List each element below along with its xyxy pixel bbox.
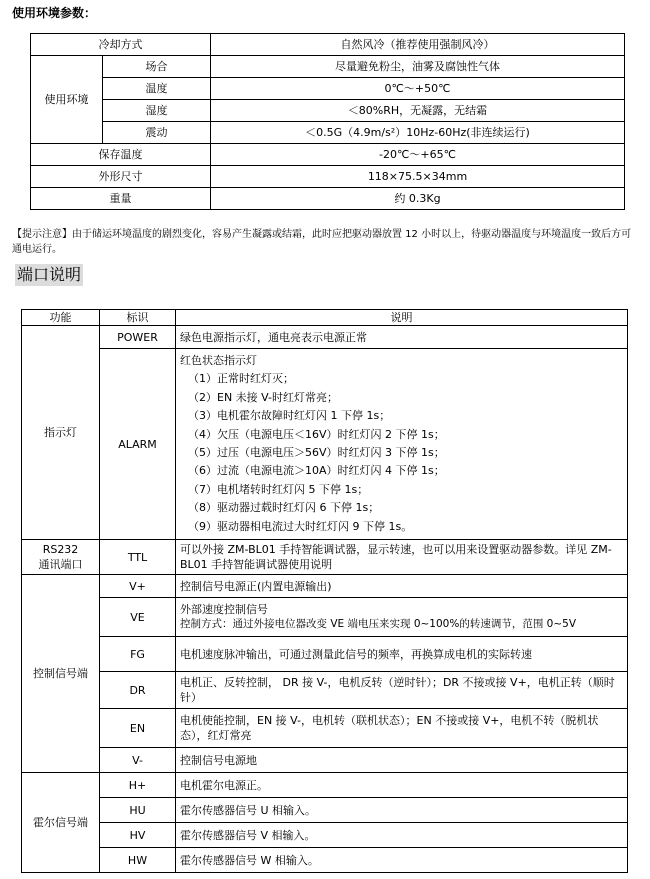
table-row xyxy=(22,672,628,709)
table-row xyxy=(22,326,628,349)
table-row xyxy=(31,144,625,166)
table-row xyxy=(31,122,625,144)
env-group-label: 使用环境 xyxy=(31,56,103,144)
alarm-line: （5）过压（电源电压＞56V）时红灯闪 3 下停 1s； xyxy=(188,446,445,459)
alarm-line: （2）EN 未接 V-时红灯常亮； xyxy=(188,390,339,404)
vminus-mark: V- xyxy=(100,748,176,773)
en-mark: EN xyxy=(100,709,176,748)
table-row xyxy=(22,709,628,748)
env-params-table xyxy=(30,33,625,210)
alarm-line: （8）驱动器过载时红灯闪 6 下停 1s； xyxy=(188,501,380,515)
temp-value: 0℃～+50℃ xyxy=(211,78,625,100)
size-label: 外形尺寸 xyxy=(31,166,211,188)
ve-mark: VE xyxy=(100,598,176,637)
alarm-line: （6）过流（电源电流＞10A）时红灯闪 4 下停 1s； xyxy=(188,464,445,478)
humidity-value: ＜80%RH，无凝露，无结霜 xyxy=(211,100,625,122)
hplus-desc: 电机霍尔电源正。 xyxy=(176,773,628,798)
alarm-line: （3）电机霍尔故障时红灯闪 1 下停 1s； xyxy=(188,409,391,423)
ve-desc-line1: 外部速度控制信号 xyxy=(180,603,268,616)
table-row xyxy=(31,56,625,78)
hv-mark: HV xyxy=(100,823,176,848)
alarm-line: （9）驱动器相电流过大时红灯闪 9 下停 1s。 xyxy=(188,519,413,533)
alarm-line: （4）欠压（电源电压＜16V）时红灯闪 2 下停 1s； xyxy=(188,427,445,441)
table-row xyxy=(31,34,625,56)
dr-mark: DR xyxy=(100,672,176,709)
table-row xyxy=(31,166,625,188)
alarm-line: （7）电机堵转时红灯闪 5 下停 1s； xyxy=(188,482,369,496)
vplus-desc: 控制信号电源正(内置电源输出) xyxy=(176,575,628,598)
storage-label: 保存温度 xyxy=(31,144,211,166)
table-row xyxy=(22,575,628,598)
alarm-desc xyxy=(176,349,628,540)
table-row xyxy=(22,848,628,873)
storage-value: -20℃～+65℃ xyxy=(211,144,625,166)
env-section-title: 使用环境参数： xyxy=(12,6,97,20)
header-desc: 说明 xyxy=(176,310,628,326)
table-header-row xyxy=(22,310,628,326)
storage-note: 【提示注意】由于储运环境温度的剧烈变化，容易产生凝露或结霜，此时应把驱动器放置 12 小时以上，待驱动器温度与环境温度一致后方可通电运行。 xyxy=(12,229,632,255)
hplus-mark: H+ xyxy=(100,773,176,798)
hall-group-label: 霍尔信号端 xyxy=(22,773,100,873)
power-mark: POWER xyxy=(100,326,176,349)
header-func: 功能 xyxy=(22,310,100,326)
table-row xyxy=(22,637,628,672)
cooling-label: 冷却方式 xyxy=(31,34,211,56)
ve-desc xyxy=(176,598,628,637)
alarm-mark: ALARM xyxy=(100,349,176,540)
table-row xyxy=(31,188,625,210)
rs232-label-line2: 通讯端口 xyxy=(38,558,83,571)
vplus-mark: V+ xyxy=(100,575,176,598)
hv-desc: 霍尔传感器信号 V 相输入。 xyxy=(176,823,628,848)
dr-desc: 电机正、反转控制， DR 接 V-，电机反转（逆时针）；DR 不接或接 V+，电机正转（顺时针） xyxy=(176,672,628,709)
table-row xyxy=(22,748,628,773)
temp-label: 温度 xyxy=(103,78,211,100)
vminus-desc: 控制信号电源地 xyxy=(176,748,628,773)
site-label: 场合 xyxy=(103,56,211,78)
cooling-value: 自然风冷（推荐使用强制风冷） xyxy=(211,34,625,56)
indicator-group-label: 指示灯 xyxy=(22,326,100,540)
ttl-desc: 可以外接 ZM-BL01 手持智能调试器，显示转速，也可以用来设置驱动器参数。详见 ZM-BL01 手持智能调试器使用说明 xyxy=(176,540,628,575)
ttl-mark: TTL xyxy=(100,540,176,575)
header-mark: 标识 xyxy=(100,310,176,326)
weight-label: 重量 xyxy=(31,188,211,210)
vibration-value: ＜0.5G（4.9m/s²）10Hz-60Hz(非连续运行) xyxy=(211,122,625,144)
control-group-label: 控制信号端 xyxy=(22,575,100,773)
power-desc: 绿色电源指示灯，通电亮表示电源正常 xyxy=(176,326,628,349)
alarm-line: （1）正常时红灯灭； xyxy=(188,372,294,386)
port-table xyxy=(21,309,628,873)
fg-mark: FG xyxy=(100,637,176,672)
ve-desc-line2: 控制方式：通过外接电位器改变 VE 端电压来实现 0~100%的转速调节，范围 0~5V xyxy=(180,618,577,630)
hw-desc: 霍尔传感器信号 W 相输入。 xyxy=(176,848,628,873)
table-row xyxy=(22,773,628,798)
rs232-group-label xyxy=(22,540,100,575)
table-row xyxy=(31,100,625,122)
hw-mark: HW xyxy=(100,848,176,873)
humidity-label: 湿度 xyxy=(103,100,211,122)
size-value: 118×75.5×34mm xyxy=(211,166,625,188)
table-row xyxy=(22,349,628,540)
table-row xyxy=(31,78,625,100)
table-row xyxy=(22,540,628,575)
site-value: 尽量避免粉尘，油雾及腐蚀性气体 xyxy=(211,56,625,78)
table-row xyxy=(22,798,628,823)
table-row xyxy=(22,598,628,637)
vibration-label: 震动 xyxy=(103,122,211,144)
fg-desc: 电机速度脉冲输出，可通过测量此信号的频率，再换算成电机的实际转速 xyxy=(176,637,628,672)
rs232-label-line1: RS232 xyxy=(42,543,79,556)
weight-value: 约 0.3Kg xyxy=(211,188,625,210)
port-section-heading: 端口说明 xyxy=(17,265,82,284)
hu-mark: HU xyxy=(100,798,176,823)
table-row xyxy=(22,823,628,848)
hu-desc: 霍尔传感器信号 U 相输入。 xyxy=(176,798,628,823)
alarm-line: 红色状态指示灯 xyxy=(180,353,257,367)
en-desc: 电机使能控制，EN 接 V-，电机转（联机状态）；EN 不接或接 V+，电机不转（脱机状态），红灯常亮 xyxy=(176,709,628,748)
